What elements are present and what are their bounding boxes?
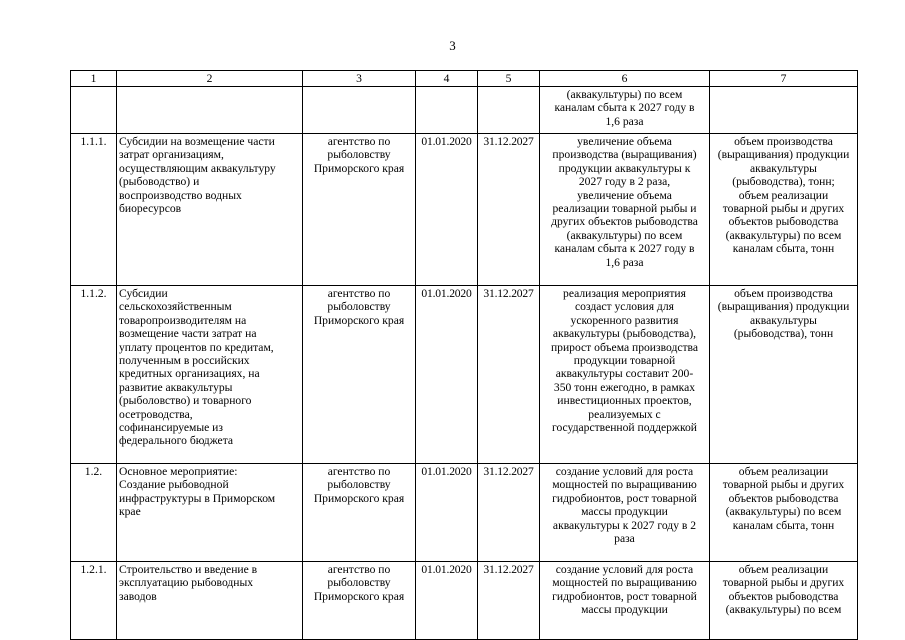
expected-result-line: массы продукции bbox=[581, 505, 668, 519]
end-date-cell bbox=[478, 87, 540, 134]
indicator-cell bbox=[710, 286, 858, 464]
indicator-line: (выращивания) продукции bbox=[717, 148, 850, 162]
executor-cell bbox=[303, 464, 416, 562]
expected-result-line: реализации товарной рыбы и bbox=[552, 202, 697, 216]
activity-name-line: инфраструктуры в Приморском bbox=[119, 491, 276, 505]
expected-result-line: увеличение объема bbox=[577, 188, 672, 202]
expected-result-line: 2027 году в 2 раза, bbox=[578, 175, 671, 189]
expected-result-line: аквакультуры составит 200- bbox=[555, 367, 694, 381]
activity-name-line: Субсидии на возмещение части bbox=[119, 135, 275, 148]
activity-name-cell bbox=[117, 562, 303, 640]
table-body bbox=[71, 87, 858, 640]
activity-name-line: уплату процентов по кредитам, bbox=[119, 340, 274, 354]
executor-line: Приморского края bbox=[313, 313, 405, 327]
start-date-cell: 01.01.2020 bbox=[416, 464, 478, 562]
executor-cell bbox=[303, 286, 416, 464]
activity-name-line: софинансируемые из bbox=[119, 421, 223, 435]
indicator-line: товарной рыбы и других bbox=[722, 202, 845, 216]
activity-name-line: (рыболовство) и товарного bbox=[119, 394, 252, 408]
indicator-line: (рыбоводства), тонн; bbox=[732, 175, 835, 189]
indicator-line: объем производства bbox=[734, 287, 833, 300]
header-col-7: 7 bbox=[710, 71, 858, 87]
indicator-line: (аквакультуры) по всем bbox=[725, 603, 842, 617]
expected-result-line: (аквакультуры) по всем bbox=[566, 88, 683, 101]
end-date-cell: 31.12.2027 bbox=[478, 464, 540, 562]
expected-result-line: инвестиционных проектов, bbox=[557, 394, 692, 408]
expected-result-cell bbox=[540, 87, 710, 134]
executor-line: агентство по bbox=[327, 465, 391, 478]
table-row bbox=[71, 286, 858, 464]
indicator-line: (выращивания) продукции bbox=[717, 300, 850, 314]
end-date-cell: 31.12.2027 bbox=[478, 286, 540, 464]
expected-result-line: гидробионтов, рост товарной bbox=[552, 589, 697, 603]
activity-name-line: сельскохозяйственным bbox=[119, 300, 232, 314]
indicator-line: объектов рыбоводства bbox=[728, 589, 839, 603]
expected-result-line: увеличение объема bbox=[577, 135, 672, 148]
expected-result-line: продукции аквакультуры к bbox=[558, 161, 691, 175]
expected-result-line: раза bbox=[614, 532, 635, 546]
expected-result-line: 350 тонн ежегодно, в рамках bbox=[553, 380, 696, 394]
expected-result-line: государственной поддержкой bbox=[552, 421, 697, 435]
indicator-cell bbox=[710, 134, 858, 286]
start-date-cell: 01.01.2020 bbox=[416, 134, 478, 286]
executor-line: Приморского края bbox=[313, 161, 405, 175]
executor-line: Приморского края bbox=[313, 491, 405, 505]
table-row bbox=[71, 87, 858, 134]
expected-result-line: массы продукции bbox=[581, 603, 668, 617]
activity-name-line: эксплуатацию рыбоводных bbox=[119, 576, 254, 590]
indicator-line: аквакультуры bbox=[750, 161, 817, 175]
expected-result-cell bbox=[540, 134, 710, 286]
expected-result-line: мощностей по выращиванию bbox=[552, 478, 697, 492]
activity-name-line: кредитных организациях, на bbox=[119, 367, 260, 381]
activity-name-line: федерального бюджета bbox=[119, 434, 234, 448]
expected-result-line: ускоренного развития bbox=[570, 313, 679, 327]
executor-line: рыболовству bbox=[327, 300, 391, 314]
executor-line: агентство по bbox=[327, 135, 391, 148]
activity-name-cell bbox=[117, 464, 303, 562]
activity-name-line: Строительство и введение в bbox=[119, 563, 258, 576]
header-col-6: 6 bbox=[540, 71, 710, 87]
expected-result-line: 1,6 раза bbox=[605, 255, 644, 269]
executor-line: рыболовству bbox=[327, 148, 391, 162]
expected-result-line: прирост объема производства bbox=[550, 340, 699, 354]
indicator-line: аквакультуры bbox=[750, 313, 817, 327]
start-date-cell: 01.01.2020 bbox=[416, 286, 478, 464]
expected-result-line: других объектов рыбоводства bbox=[551, 215, 698, 229]
indicator-line: каналам сбыта, тонн bbox=[732, 242, 835, 256]
indicator-cell bbox=[710, 87, 858, 134]
expected-result-line: аквакультуры (рыбоводства), bbox=[552, 327, 697, 341]
activity-name-line: Создание рыбоводной bbox=[119, 478, 229, 492]
indicator-line: товарной рыбы и других bbox=[722, 478, 845, 492]
expected-result-line: 1,6 раза bbox=[605, 114, 644, 128]
expected-result-line: аквакультуры к 2027 году в 2 bbox=[552, 518, 697, 532]
end-date-cell: 31.12.2027 bbox=[478, 562, 540, 640]
header-col-3: 3 bbox=[303, 71, 416, 87]
activity-name-cell bbox=[117, 286, 303, 464]
activity-name-line: Субсидии bbox=[119, 287, 168, 300]
executor-cell bbox=[303, 562, 416, 640]
activity-name-line: осетроводства, bbox=[119, 407, 193, 421]
expected-result-line: продукции товарной bbox=[573, 354, 676, 368]
row-number-cell: 1.2. bbox=[71, 464, 117, 562]
page-number: 3 bbox=[449, 38, 456, 53]
row-number-cell: 1.2.1. bbox=[71, 562, 117, 640]
expected-result-line: реализация мероприятия bbox=[563, 287, 686, 300]
activity-name-line: затрат организациям, bbox=[119, 148, 224, 162]
header-row bbox=[71, 71, 858, 87]
expected-result-line: каналам сбыта к 2027 году в bbox=[554, 101, 695, 115]
executor-line: агентство по bbox=[327, 563, 391, 576]
executor-line: Приморского края bbox=[313, 589, 405, 603]
activity-name-line: заводов bbox=[119, 589, 157, 603]
executor-line: агентство по bbox=[327, 287, 391, 300]
indicator-cell bbox=[710, 562, 858, 640]
header-col-1: 1 bbox=[71, 71, 117, 87]
expected-result-line: реализуемых с bbox=[588, 407, 661, 421]
expected-result-cell bbox=[540, 286, 710, 464]
table-row bbox=[71, 134, 858, 286]
activity-name-line: Основное мероприятие: bbox=[119, 465, 238, 478]
indicator-line: (аквакультуры) по всем bbox=[725, 505, 842, 519]
row-number-cell: 1.1.2. bbox=[71, 286, 117, 464]
table-row bbox=[71, 562, 858, 640]
header-col-5: 5 bbox=[478, 71, 540, 87]
activity-name-line: товаропроизводителям на bbox=[119, 313, 247, 327]
activity-name-line: осуществляющим аквакультуру bbox=[119, 161, 276, 175]
indicator-cell bbox=[710, 464, 858, 562]
table-row bbox=[71, 464, 858, 562]
executor-line: рыболовству bbox=[327, 576, 391, 590]
expected-result-cell bbox=[540, 464, 710, 562]
activity-name-line: воспроизводство водных bbox=[119, 188, 242, 202]
expected-result-line: мощностей по выращиванию bbox=[552, 576, 697, 590]
executor-cell bbox=[303, 87, 416, 134]
header-col-4: 4 bbox=[416, 71, 478, 87]
activity-name-line: крае bbox=[119, 505, 141, 519]
expected-result-line: каналам сбыта к 2027 году в bbox=[554, 242, 695, 256]
indicator-line: объем реализации bbox=[738, 188, 829, 202]
indicator-line: каналам сбыта, тонн bbox=[732, 518, 835, 532]
expected-result-line: создание условий для роста bbox=[555, 563, 694, 576]
executor-cell bbox=[303, 134, 416, 286]
indicator-line: (аквакультуры) по всем bbox=[725, 228, 842, 242]
indicator-line: объем реализации bbox=[738, 465, 829, 478]
expected-result-line: создание условий для роста bbox=[555, 465, 694, 478]
indicator-line: объем производства bbox=[734, 135, 833, 148]
activity-name-cell bbox=[117, 87, 303, 134]
activity-name-line: (рыбоводство) и bbox=[119, 175, 200, 189]
start-date-cell: 01.01.2020 bbox=[416, 562, 478, 640]
expected-result-line: производства (выращивания) bbox=[552, 148, 697, 162]
expected-result-line: гидробионтов, рост товарной bbox=[552, 491, 697, 505]
program-table bbox=[70, 70, 858, 640]
indicator-line: (рыбоводства), тонн bbox=[733, 327, 834, 341]
row-number-cell bbox=[71, 87, 117, 134]
activity-name-line: развитие аквакультуры bbox=[119, 380, 233, 394]
executor-line: рыболовству bbox=[327, 478, 391, 492]
activity-name-line: биоресурсов bbox=[119, 202, 182, 216]
start-date-cell bbox=[416, 87, 478, 134]
activity-name-cell bbox=[117, 134, 303, 286]
end-date-cell: 31.12.2027 bbox=[478, 134, 540, 286]
expected-result-cell bbox=[540, 562, 710, 640]
indicator-line: товарной рыбы и других bbox=[722, 576, 845, 590]
row-number-cell: 1.1.1. bbox=[71, 134, 117, 286]
indicator-line: объем реализации bbox=[738, 563, 829, 576]
header-col-2: 2 bbox=[117, 71, 303, 87]
expected-result-line: создаст условия для bbox=[575, 300, 674, 314]
activity-name-line: полученным в российских bbox=[119, 354, 250, 368]
expected-result-line: (аквакультуры) по всем bbox=[566, 228, 683, 242]
indicator-line: объектов рыбоводства bbox=[728, 491, 839, 505]
indicator-line: объектов рыбоводства bbox=[728, 215, 839, 229]
activity-name-line: возмещение части затрат на bbox=[119, 327, 257, 341]
